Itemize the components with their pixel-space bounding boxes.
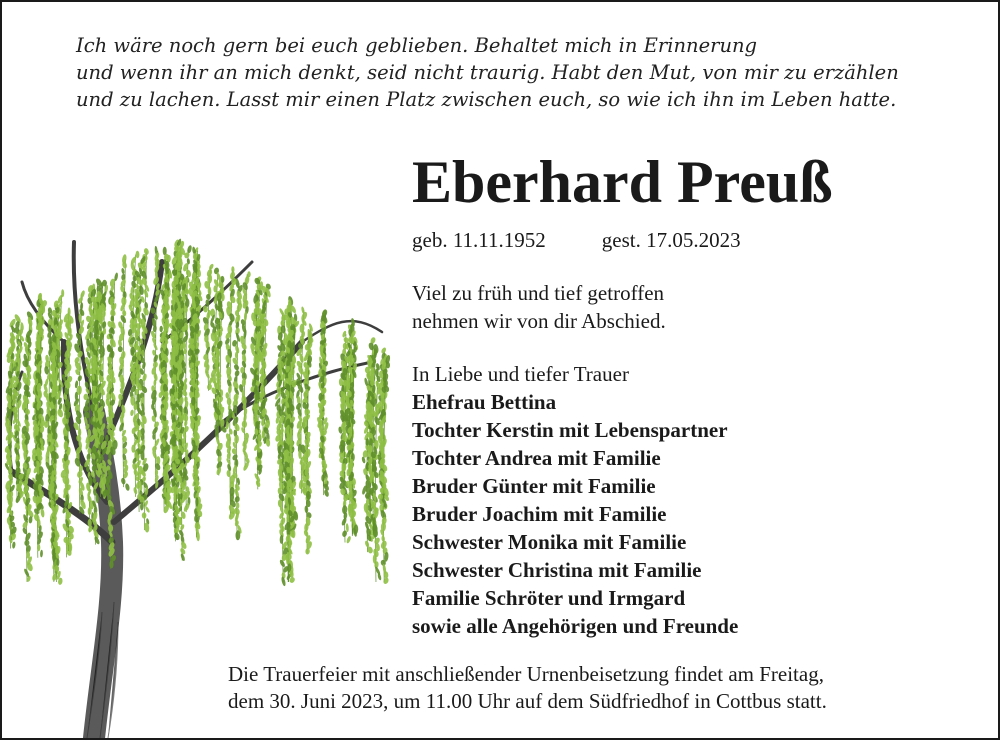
birth-date: geb. 11.11.1952 (412, 228, 546, 252)
life-dates (412, 228, 741, 253)
farewell-message (412, 279, 666, 335)
death-date: gest. 17.05.2023 (601, 228, 741, 252)
deceased-name: Eberhard Preuß (412, 149, 833, 215)
mourner-entry: Familie Schröter und Irmgard (412, 586, 686, 610)
poem-line: und zu lachen. Lasst mir einen Platz zwischen euch, so wie ich ihn im Leben hatte. (76, 88, 897, 111)
mourner-entry: Tochter Kerstin mit Lebenspartner (412, 418, 728, 442)
message-line: nehmen wir von dir Abschied. (412, 309, 666, 333)
mourner-entry: Tochter Andrea mit Familie (412, 446, 661, 470)
mourner-entry: Schwester Monika mit Familie (412, 530, 687, 554)
mourner-entry: Bruder Günter mit Familie (412, 474, 656, 498)
message-line: Viel zu früh und tief getroffen (412, 281, 665, 305)
mourner-entry: Schwester Christina mit Familie (412, 558, 702, 582)
mourner-entry: Ehefrau Bettina (412, 390, 557, 414)
mourners-block (412, 360, 738, 640)
funeral-line: Die Trauerfeier mit anschließender Urnenbeisetzung findet am Freitag, (228, 662, 824, 686)
poem-line: und wenn ihr an mich denkt, seid nicht traurig. Habt den Mut, von mir zu erzählen (76, 61, 899, 84)
mourner-entry: sowie alle Angehörigen und Freunde (412, 614, 739, 638)
poem-line: Ich wäre noch gern bei euch geblieben. Behaltet mich in Erinnerung (76, 34, 758, 57)
mourner-entry: Bruder Joachim mit Familie (412, 502, 667, 526)
poem (76, 32, 956, 113)
funeral-line: dem 30. Juni 2023, um 11.00 Uhr auf dem Südfriedhof in Cottbus statt. (228, 689, 827, 713)
mourning-intro: In Liebe und tiefer Trauer (412, 362, 629, 386)
mourners-list (412, 388, 738, 640)
funeral-info (228, 661, 928, 715)
